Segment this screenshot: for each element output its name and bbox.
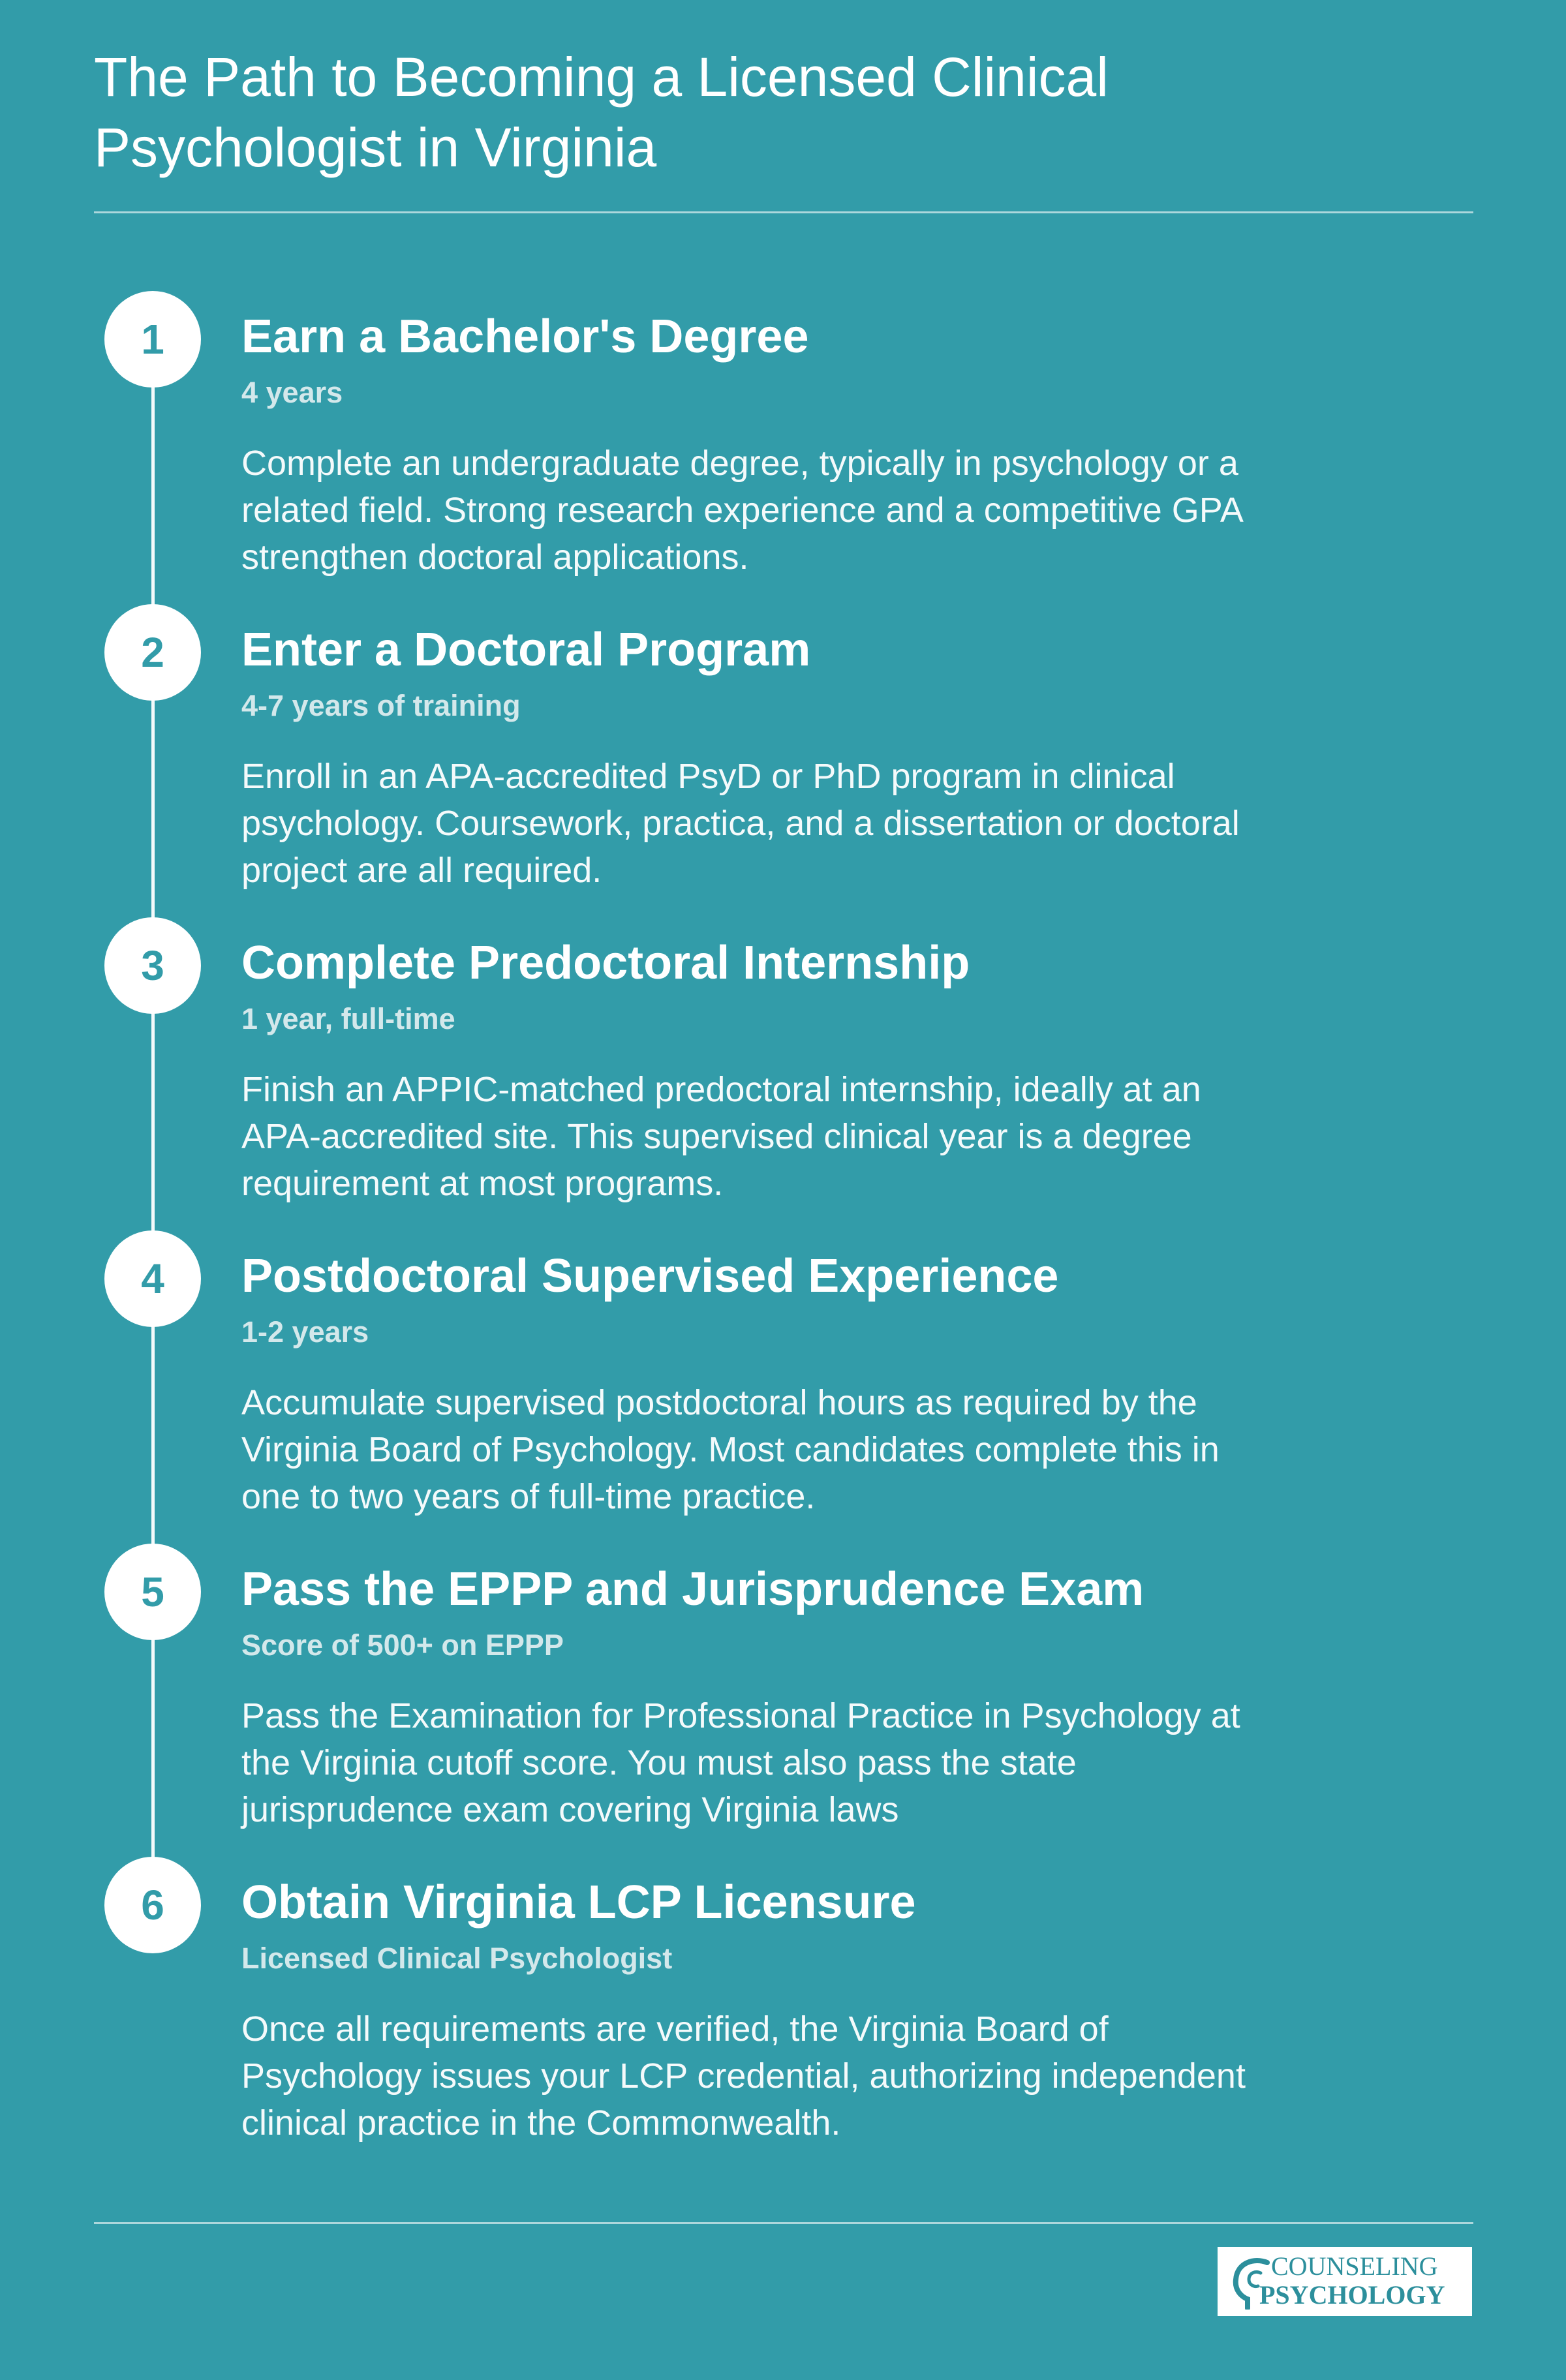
step-3 [0,917,1566,1230]
step-title: Complete Predoctoral Internship [241,937,970,989]
step-description: Accumulate supervised postdoctoral hours as required by the Virginia Board of Psychology. Most candidates complete this in one to two years of full-time practice. [241,1383,1220,1516]
step-4 [0,1230,1566,1544]
header-divider [94,211,1473,213]
step-description: Finish an APPIC-matched predoctoral internship, ideally at an APA-accredited site. This supervised clinical year is a degree requirement at most programs. [241,1070,1201,1203]
step-2 [0,604,1566,917]
step-title: Postdoctoral Supervised Experience [241,1250,1059,1302]
step-number-badge: 5 [104,1544,201,1640]
step-description: Once all requirements are verified, the Virginia Board of Psychology issues your LCP credential, authorizing independent clinical practice in the Commonwealth. [241,2009,1246,2143]
step-title: Obtain Virginia LCP Licensure [241,1876,916,1929]
step-duration: 1 year, full-time [241,1002,455,1035]
step-number-badge: 6 [104,1857,201,1953]
page-title: The Path to Becoming a Licensed Clinical Psychologist in Virginia [94,46,1109,178]
step-description: Complete an undergraduate degree, typically in psychology or a related field. Strong research experience and a competitive GPA strengthen doctoral applications. [241,444,1242,577]
logo-text-psychology: PSYCHOLOGY [1259,2280,1445,2310]
step-1 [0,291,1566,604]
step-duration: Score of 500+ on EPPP [241,1628,564,1662]
step-number-badge: 3 [104,917,201,1014]
step-title: Enter a Doctoral Program [241,624,811,676]
logo-text-counseling: COUNSELING [1271,2251,1438,2281]
step-duration: 4 years [241,376,343,409]
step-6 [0,1857,1566,2170]
counseling-psychology-logo[interactable] [1218,2247,1472,2316]
step-number-badge: 4 [104,1230,201,1327]
footer-divider [94,2222,1473,2224]
step-description: Pass the Examination for Professional Practice in Psychology at the Virginia cutoff score. You must also pass the state jurisprudence exam covering Virginia laws [241,1696,1240,1829]
step-description: Enroll in an APA-accredited PsyD or PhD program in clinical psychology. Coursework, practica, and a dissertation or doctoral project are all required. [241,757,1240,890]
step-5 [0,1544,1566,1857]
step-duration: 4-7 years of training [241,689,521,722]
step-duration: 1-2 years [241,1315,369,1349]
step-duration: Licensed Clinical Psychologist [241,1942,673,1975]
step-title: Earn a Bachelor's Degree [241,311,809,363]
step-number-badge: 2 [104,604,201,701]
step-title: Pass the EPPP and Jurisprudence Exam [241,1563,1144,1615]
step-number-badge: 1 [104,291,201,388]
